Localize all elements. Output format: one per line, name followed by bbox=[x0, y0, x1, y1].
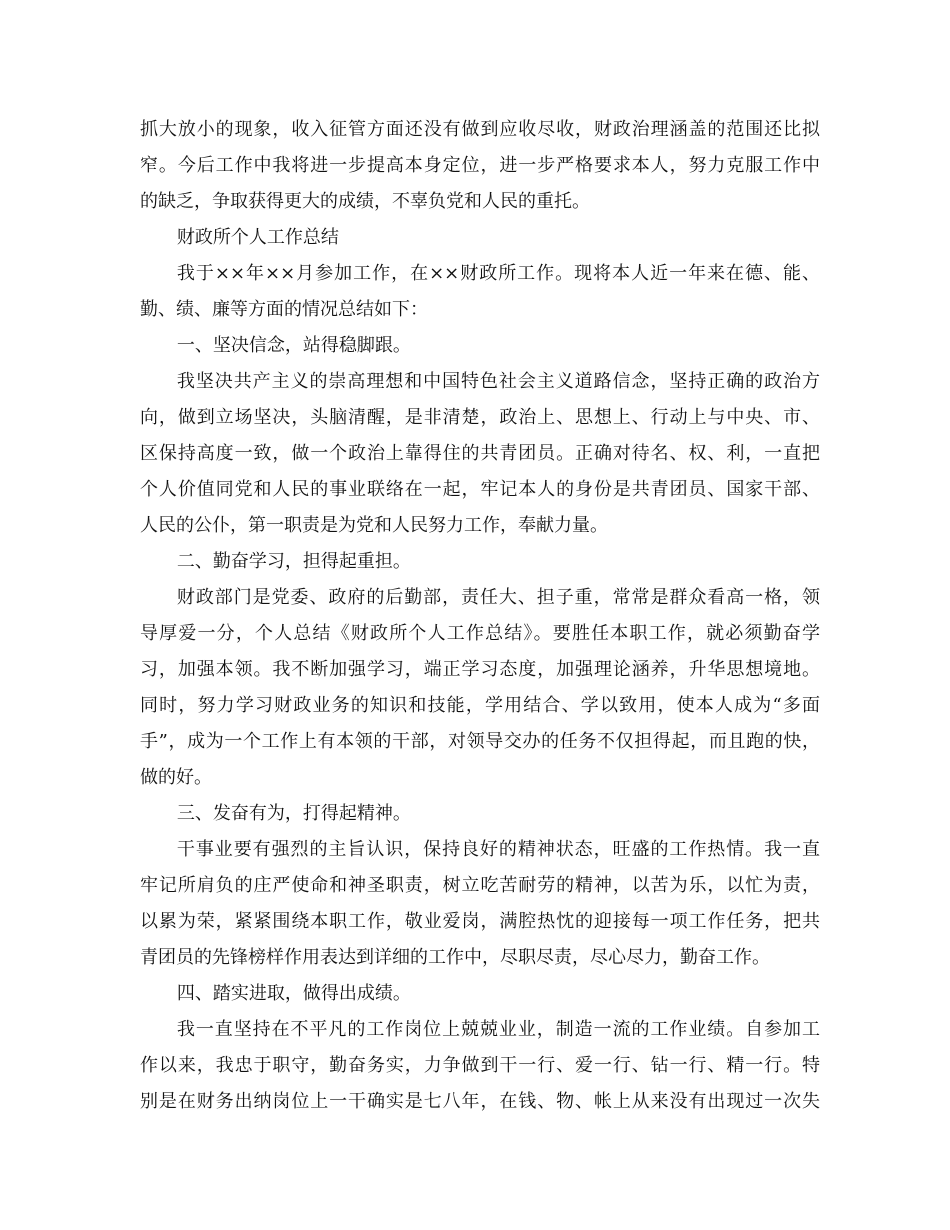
text-line: 习，加强本领。我不断加强学习，端正学习态度，加强理论涵养，升华思想境地。 bbox=[140, 659, 820, 680]
text-line: 做的好。 bbox=[140, 767, 212, 788]
heading-line: 四、踏实进取，做得出成绩。 bbox=[176, 983, 411, 1004]
paragraph-section-1 bbox=[140, 364, 820, 544]
section-heading-4 bbox=[140, 976, 820, 1012]
text-line: 手”，成为一个工作上有本领的干部，对领导交办的任务不仅担得起，而且跑的快， bbox=[140, 731, 820, 752]
title-line: 财政所个人工作总结 bbox=[176, 227, 339, 248]
heading-line: 三、发奋有为，打得起精神。 bbox=[176, 803, 411, 824]
text-line: 向，做到立场坚决，头脑清醒，是非清楚，政治上、思想上、行动上与中央、市、 bbox=[140, 407, 820, 428]
document-title bbox=[140, 220, 820, 256]
section-heading-1 bbox=[140, 328, 820, 364]
text-line: 窄。今后工作中我将进一步提高本身定位，进一步严格要求本人，努力克服工作中 bbox=[140, 155, 820, 176]
text-line: 财政部门是党委、政府的后勤部，责任大、担子重，常常是群众看高一格，领 bbox=[176, 587, 820, 608]
text-line: 同时，努力学习财政业务的知识和技能，学用结合、学以致用，使本人成为“多面 bbox=[140, 695, 820, 716]
paragraph-section-3 bbox=[140, 832, 820, 976]
document-body bbox=[140, 112, 820, 1120]
text-line: 我于××年××月参加工作，在××财政所工作。现将本人近一年来在德、能、 bbox=[176, 263, 820, 284]
text-line: 导厚爱一分，个人总结《财政所个人工作总结》。要胜任本职工作，就必须勤奋学 bbox=[140, 623, 820, 644]
text-line: 个人价值同党和人民的事业联络在一起，牢记本人的身份是共青团员、国家干部、 bbox=[140, 479, 820, 500]
heading-line: 一、坚决信念，站得稳脚跟。 bbox=[176, 335, 411, 356]
section-heading-3 bbox=[140, 796, 820, 832]
text-line: 的缺乏，争取获得更大的成绩，不辜负党和人民的重托。 bbox=[140, 191, 590, 212]
text-line: 抓大放小的现象，收入征管方面还没有做到应收尽收，财政治理涵盖的范围还比拟 bbox=[140, 119, 820, 140]
text-line: 干事业要有强烈的主旨认识，保持良好的精神状态，旺盛的工作热情。我一直 bbox=[176, 839, 820, 860]
paragraph-section-2 bbox=[140, 580, 820, 796]
text-line: 牢记所肩负的庄严使命和神圣职责，树立吃苦耐劳的精神，以苦为乐，以忙为责， bbox=[140, 875, 820, 896]
text-line: 勤、绩、廉等方面的情况总结如下： bbox=[140, 299, 428, 320]
text-line: 别是在财务出纳岗位上一干确实是七八年，在钱、物、帐上从来没有出现过一次失 bbox=[140, 1091, 820, 1112]
text-line: 我一直坚持在不平凡的工作岗位上兢兢业业，制造一流的工作业绩。自参加工 bbox=[176, 1019, 820, 1040]
paragraph-section-4 bbox=[140, 1012, 820, 1120]
text-line: 青团员的先锋榜样作用表达到详细的工作中，尽职尽责，尽心尽力，勤奋工作。 bbox=[140, 947, 770, 968]
paragraph-intro bbox=[140, 256, 820, 328]
text-line: 区保持高度一致，做一个政治上靠得住的共青团员。正确对待名、权、利，一直把 bbox=[140, 443, 820, 464]
text-line: 我坚决共产主义的崇高理想和中国特色社会主义道路信念，坚持正确的政治方 bbox=[176, 371, 820, 392]
section-heading-2 bbox=[140, 544, 820, 580]
heading-line: 二、勤奋学习，担得起重担。 bbox=[176, 551, 411, 572]
paragraph-continuation bbox=[140, 112, 820, 220]
text-line: 作以来，我忠于职守，勤奋务实，力争做到干一行、爱一行、钻一行、精一行。特 bbox=[140, 1055, 820, 1076]
text-line: 人民的公仆，第一职责是为党和人民努力工作，奉献力量。 bbox=[140, 515, 608, 536]
text-line: 以累为荣，紧紧围绕本职工作，敬业爱岗，满腔热忱的迎接每一项工作任务，把共 bbox=[140, 911, 820, 932]
